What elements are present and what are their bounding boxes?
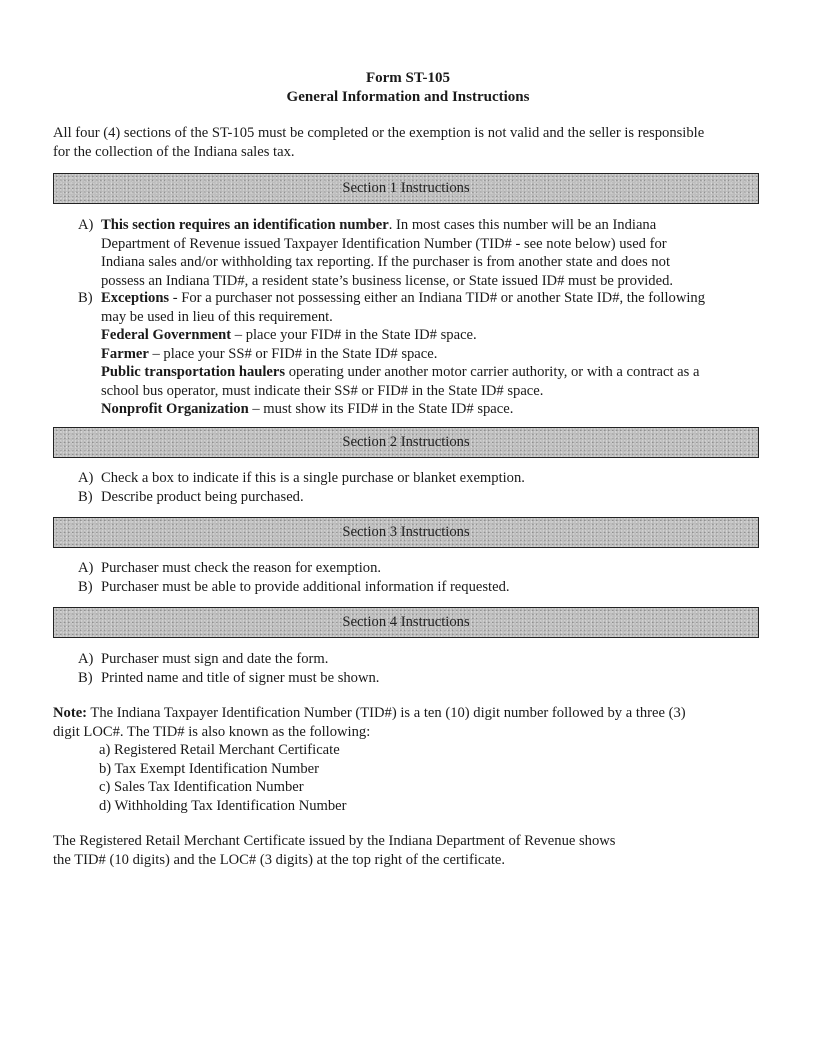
- exception-farmer: Farmer – place your SS# or FID# in the State ID# space.: [101, 345, 438, 362]
- alias-item: a) Registered Retail Merchant Certificate: [99, 742, 340, 758]
- section-4-item-b: B) Printed name and title of signer must be shown.: [78, 670, 380, 686]
- exception-public-transportation: Public transportation haulers operating under another motor carrier authority, or with a contract as a: [101, 364, 700, 380]
- tid-alias-list: [99, 741, 347, 815]
- section-4-heading: Section 4 Instructions: [53, 607, 759, 638]
- exception-federal-government: Federal Government – place your FID# in the State ID# space.: [101, 327, 477, 343]
- note-paragraph: Note: The Indiana Taxpayer Identification Number (TID#) is a ten (10) digit number followed by a three (3) digit LOC#. The TID# is also known as the following:: [53, 705, 686, 740]
- section-4-item-a: A) Purchaser must sign and date the form.: [78, 651, 329, 667]
- alias-item: d) Withholding Tax Identification Number: [99, 797, 347, 814]
- section-2-item-a: A) Check a box to indicate if this is a single purchase or blanket exemption.: [78, 470, 525, 486]
- form-title: Form ST-105: [365, 70, 451, 86]
- alias-item: b) Tax Exempt Identification Number: [99, 760, 319, 777]
- exception-nonprofit: Nonprofit Organization – must show its FID# in the State ID# space.: [101, 401, 514, 417]
- section-2-heading: Section 2 Instructions: [53, 427, 759, 458]
- section-1-item-b: B) Exceptions - For a purchaser not possessing either an Indiana TID# or another State ID#, the following may be used in lieu of this requirement. Federal Government – place your FID# in the State ID# space. Farmer – place your SS# or FID# in the State ID# space. Public transportation haulers operating under another motor carrier authority, or with a contract as a school bus operator, must indicate their SS# or FID# in the State ID# space. Nonprofit Organization – must show its FID# in the State ID# space.: [78, 289, 768, 419]
- section-1-heading: Section 1 Instructions: [53, 173, 759, 204]
- alias-item: c) Sales Tax Identification Number: [99, 779, 304, 795]
- intro-paragraph: All four (4) sections of the ST-105 must be completed or the exemption is not valid and the seller is responsible for the collection of the Indiana sales tax.: [53, 125, 705, 160]
- section-1-item-a: A) This section requires an identification number. In most cases this number will be an Indiana Department of Revenue issued Taxpayer Identification Number (TID# - see note below) used for Indiana sales and/or withholding tax reporting. If the purchaser is from another state and does not possess an Indiana TID#, a resident state’s business license, or State issued ID# must be provided.: [78, 217, 674, 289]
- form-subtitle: General Information and Instructions: [286, 89, 530, 105]
- section-3-item-a: A) Purchaser must check the reason for exemption.: [78, 560, 382, 576]
- section-2-item-b: B) Describe product being purchased.: [78, 489, 304, 505]
- section-3-heading: Section 3 Instructions: [53, 517, 759, 548]
- closing-paragraph: The Registered Retail Merchant Certificate issued by the Indiana Department of Revenue shows the TID# (10 digits) and the LOC# (3 digits) at the top right of the certificate.: [53, 833, 616, 868]
- section-3-item-b: B) Purchaser must be able to provide additional information if requested.: [78, 579, 510, 595]
